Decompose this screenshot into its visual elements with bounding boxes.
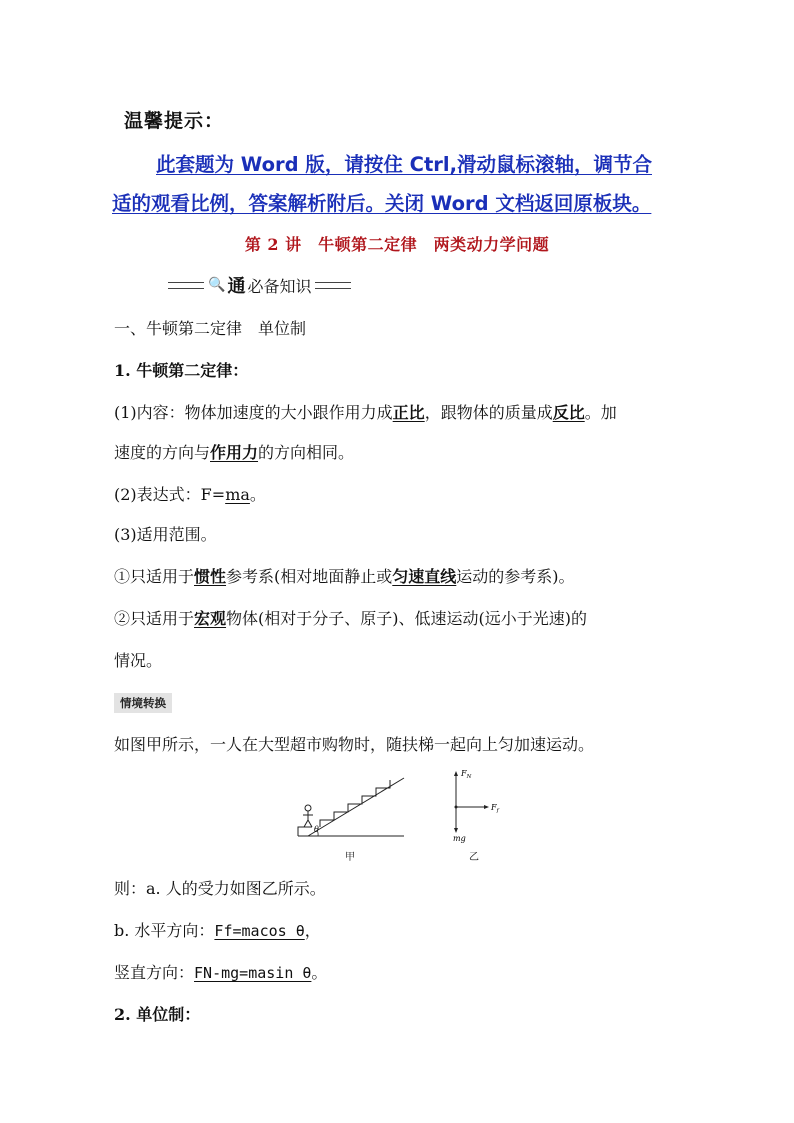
force-diagram: [448, 764, 508, 844]
item1-heading: 1. 牛顿第二定律：: [114, 361, 249, 380]
person-leg-left: [304, 820, 308, 827]
text-segment: ②只适用于: [114, 609, 195, 628]
result-line-c: [114, 960, 327, 983]
banner-text: 必备知识: [247, 276, 312, 296]
answer-blank-proportional: 正比: [392, 403, 425, 422]
item2-heading: 2. 单位制：: [114, 1005, 201, 1024]
banner-badge: 通: [227, 276, 246, 297]
answer-blank-inertial: 惯性: [194, 567, 227, 586]
force-origin: [455, 806, 458, 809]
text-segment: ，跟物体的质量成: [424, 403, 553, 422]
text-segment: 。加: [584, 403, 617, 422]
scope-heading: (3)适用范围。: [114, 525, 217, 544]
text-segment: 参考系(相对地面静止或: [226, 567, 393, 586]
escalator-steps: [320, 780, 390, 827]
text-segment: b. 水平方向：: [114, 921, 215, 940]
answer-blank-uniform: 匀速直线: [392, 567, 457, 586]
scope-line-3: 情况。: [114, 651, 163, 670]
angle-label: θ: [314, 825, 319, 834]
gravity-head: [454, 828, 458, 833]
answer-vertical-formula: FN-mg=masin θ: [194, 964, 312, 982]
person-leg-right: [308, 820, 312, 827]
escalator-figure: [292, 772, 412, 844]
result-line-a: 则：a. 人的受力如图乙所示。: [114, 879, 326, 898]
text-segment: 的方向相同。: [258, 443, 355, 462]
result-line-b: [114, 918, 321, 941]
label-ff: $F_f$: [491, 803, 499, 814]
banner-right-line: [315, 282, 351, 289]
text-segment: (2)表达式：F=: [114, 485, 226, 504]
scope-line-2: [114, 606, 587, 629]
figure-left-label: 甲: [345, 852, 355, 863]
answer-blank-inverse: 反比: [552, 403, 585, 422]
text-segment: 竖直方向：: [114, 963, 195, 982]
content-line-2: [114, 440, 354, 463]
person-head: [305, 805, 311, 811]
text-segment: (1)内容：物体加速度的大小跟作用力成: [114, 403, 393, 422]
scope-line-1: [114, 564, 575, 587]
figure-right-label: 乙: [469, 852, 479, 863]
magnifier-icon: 🔍: [208, 277, 226, 293]
scenario-description: 如图甲所示，一人在大型超市购物时，随扶梯一起向上匀加速运动。: [114, 735, 595, 754]
lecture-title: 第 2 讲 牛顿第二定律 两类动力学问题: [244, 235, 550, 254]
answer-blank-force: 作用力: [210, 443, 259, 462]
text-segment: 运动的参考系)。: [456, 567, 575, 586]
label-mg: mg: [453, 834, 466, 843]
tip-title: 温馨提示：: [124, 110, 225, 132]
text-segment: 。: [249, 485, 266, 504]
section-banner: [168, 274, 351, 296]
text-segment: 物体(相对于分子、原子)、低速运动(远小于光速)的: [226, 609, 588, 628]
banner-left-line: [168, 282, 204, 289]
section-heading: 一、牛顿第二定律 单位制: [114, 319, 307, 338]
tip-line-1[interactable]: 此套题为 Word 版，请按住 Ctrl,滑动鼠标滚轴，调节合: [156, 153, 652, 176]
answer-horizontal-formula: Ff=macos θ: [214, 922, 305, 940]
content-line-1: [114, 400, 617, 423]
answer-blank-ma: ma: [225, 485, 250, 504]
scenario-tag: 情境转换: [114, 693, 172, 713]
text-segment: ①只适用于: [114, 567, 195, 586]
text-segment: ，: [304, 921, 321, 940]
text-segment: 速度的方向与: [114, 443, 211, 462]
text-segment: 。: [311, 963, 328, 982]
label-fn: $F_N$: [461, 769, 472, 780]
normal-force-head: [454, 771, 458, 776]
expression-line: [114, 482, 266, 505]
friction-force-head: [484, 805, 489, 809]
answer-blank-macro: 宏观: [194, 609, 227, 628]
tip-line-2[interactable]: 适的观看比例，答案解析附后。关闭 Word 文档返回原板块。: [112, 192, 652, 215]
